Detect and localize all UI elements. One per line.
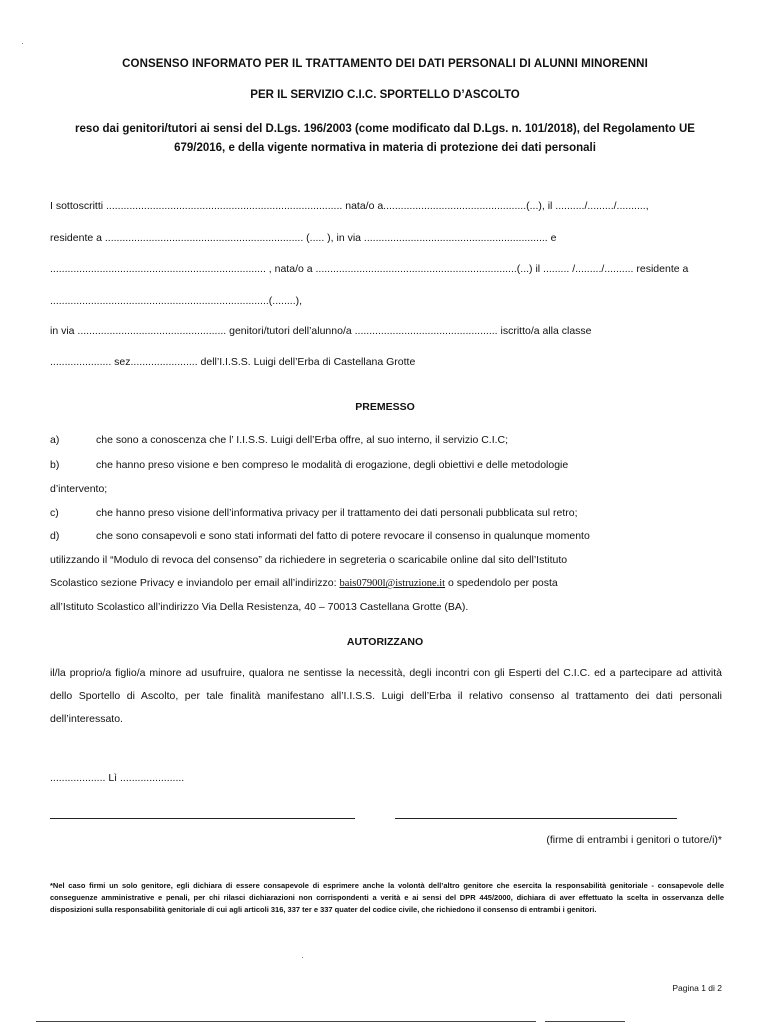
page-number: Pagina 1 di 2	[672, 983, 722, 993]
legal-reference: reso dai genitori/tutori ai sensi del D.Lgs. 196/2003 (come modificato dal D.Lgs. n. 101/2018), del Regolamento UE 679/2016, e della vigente normativa in materia di protezione dei dati personali	[75, 123, 695, 154]
bottom-scan-rule	[36, 1021, 536, 1022]
document-subtitle: PER IL SERVIZIO C.I.C. SPORTELLO D’ASCOLTO	[250, 89, 520, 101]
form-line-class: ..................... sez....................... dell’I.I.S.S. Luigi dell’Erba di Castellana Grotte	[50, 356, 416, 368]
autorizzano-paragraph: il/la proprio/a figlio/a minore ad usufruire, qualora ne sentisse la necessità, degli incontri con gli Esperti del C.I.C. ed a partecipare ad attività dello Sportello di Ascolto, per tale finalità manifestano all’I.I.S.S. Luigi dell’Erba il relativo consenso al trattamento dei dati personali dell’interessato.	[50, 667, 722, 725]
form-line-residence: residente a .................................................................... (..... ), in via ............................................................... e	[50, 232, 557, 244]
form-line-province: ...........................................................................(........),	[50, 295, 303, 307]
scan-speck	[302, 957, 303, 958]
scan-speck	[22, 43, 23, 44]
item-label-a: a)	[50, 434, 60, 446]
item-label-b: b)	[50, 459, 60, 471]
email-link[interactable]: bais07900l@istruzione.it	[339, 578, 446, 589]
document-title: CONSENSO INFORMATO PER IL TRATTAMENTO DEI DATI PERSONALI DI ALUNNI MINORENNI	[122, 58, 648, 70]
signature-line-right[interactable]	[395, 818, 677, 819]
form-line-second-parent: .......................................................................... , nata/o a .....................................................................(...) il ......... /........./.......... residente a	[50, 263, 689, 275]
item-text-a: che sono a conoscenza che l’ I.I.S.S. Luigi dell’Erba offre, al suo interno, il servizio C.I.C;	[96, 434, 509, 446]
item-label-c: c)	[50, 507, 59, 519]
signature-line-left[interactable]	[50, 818, 355, 819]
bottom-scan-rule	[545, 1021, 625, 1022]
footnote: *Nel caso firmi un solo genitore, egli dichiara di essere consapevole di esprimere anche la volontà dell’altro genitore che esercita la responsabilità genitoriale - consapevole delle conseguenze amministrative e penali, per chi rilasci dichiarazioni non corrispondenti a verità e ai sensi del DPR 445/2000, dichiara di aver effettuato la scelta in osservanza delle disposizioni sulla responsabilità genitoriale di cui agli articoli 316, 337 ter e 337 quater del codice civile, che richiedono il consenso di entrambi i genitori.	[50, 881, 724, 914]
item-text-d-line3-post: o spedendolo per posta	[445, 577, 558, 589]
item-text-d-line2: utilizzando il “Modulo di revoca del consenso” da richiedere in segreteria o scaricabile online dal sito dell’Istituto	[50, 554, 568, 566]
form-line-parents: I sottoscritti ................................................................................. nata/o a.................................................(...), il ........../........./..........,	[50, 200, 649, 212]
item-text-d-line3-pre: Scolastico sezione Privacy e inviandolo per email all’indirizzo:	[50, 577, 340, 589]
form-line-student: in via ................................................... genitori/tutori dell’alunno/a ................................................. iscritto/a alla classe	[50, 325, 592, 337]
item-text-d-line4: all’Istituto Scolastico all’indirizzo Via Della Resistenza, 40 – 70013 Castellana Grotte (BA).	[50, 601, 469, 613]
autorizzano-heading: AUTORIZZANO	[346, 636, 424, 648]
place-date-line: ................... Lì ......................	[50, 772, 185, 784]
item-label-d: d)	[50, 530, 60, 542]
signature-caption: (firme di entrambi i genitori o tutore/i)*	[546, 834, 722, 846]
item-text-d-line3	[50, 577, 558, 589]
premesso-heading: PREMESSO	[355, 401, 415, 413]
item-text-b-cont: d’intervento;	[50, 483, 108, 495]
item-text-c: che hanno preso visione dell’informativa privacy per il trattamento dei dati personali pubblicata sul retro;	[96, 507, 578, 519]
item-text-d: che sono consapevoli e sono stati informati del fatto di potere revocare il consenso in qualunque momento	[96, 530, 590, 542]
item-text-b: che hanno preso visione e ben compreso le modalità di erogazione, degli obiettivi e delle metodologie	[96, 459, 569, 471]
